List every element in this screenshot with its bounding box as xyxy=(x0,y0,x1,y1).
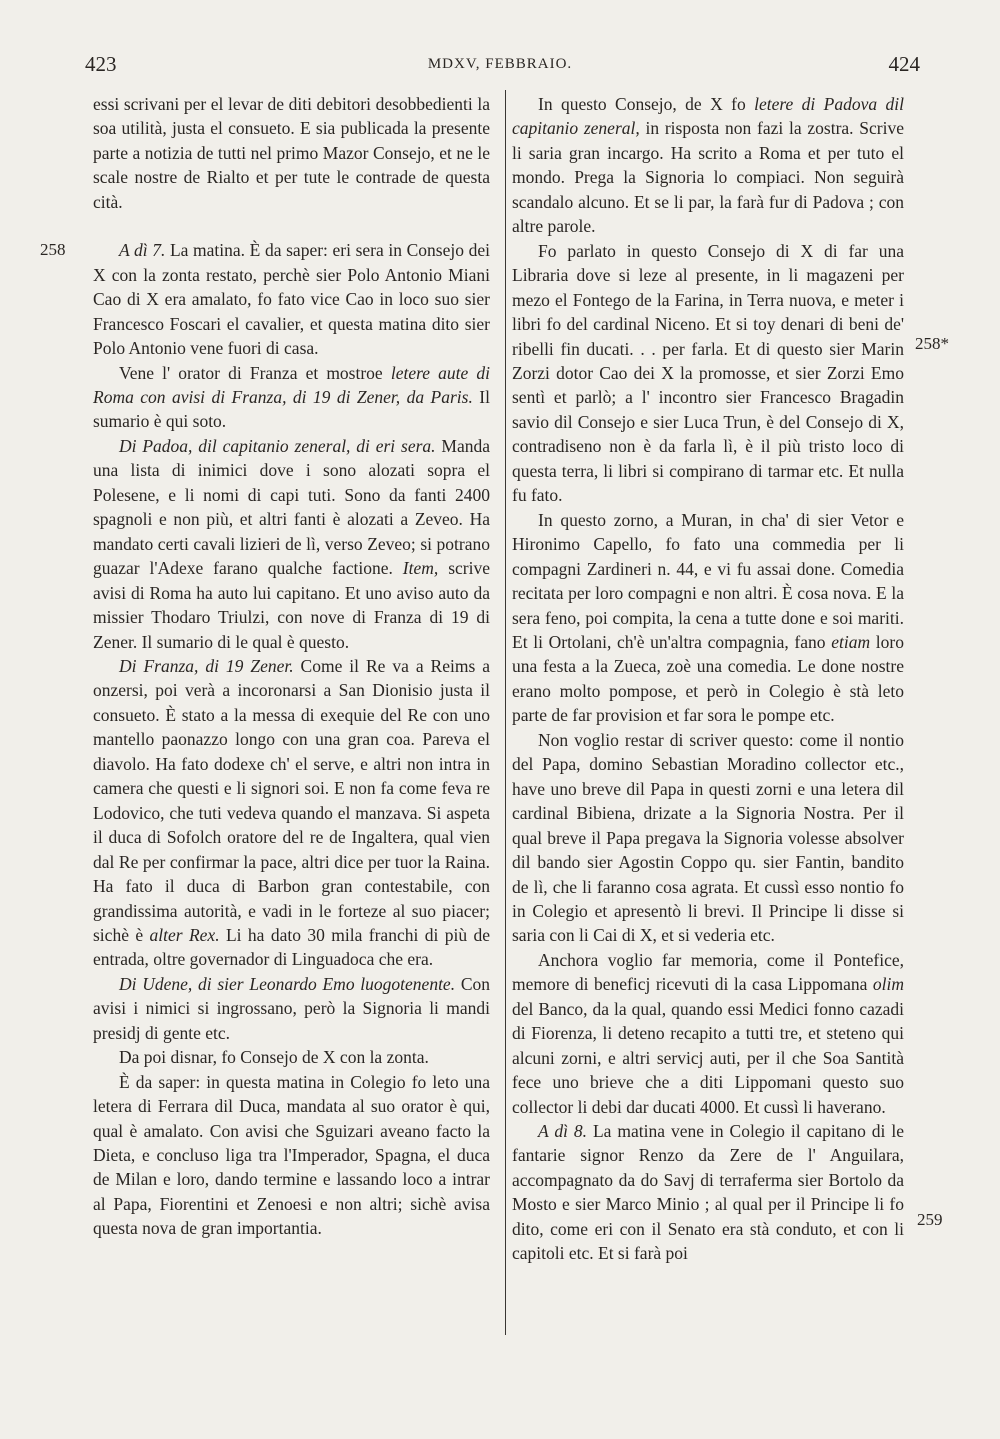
paragraph xyxy=(512,1119,904,1266)
paragraph-text: in risposta non fazi la zostra. Scrive li saria gran incargo. Ha scrito a Roma et per tuto el mondo. Prega la Signoria lo compiaci. Non seguirà scandalo alcuno. Et se li par, la farà fur di Padova ; con altre parole. xyxy=(512,118,904,237)
paragraph-text: loro una festa a la Zueca, zoè una comedia. Le done nostre erano molto pompose, et però in Colegio è stà leto parte de far provision et far sora le pompe etc. xyxy=(512,631,904,726)
letter-heading: Di Udene, di sier Leonardo Emo luogotenente. xyxy=(119,973,456,994)
paragraph xyxy=(93,1045,490,1069)
paragraph xyxy=(93,92,490,214)
paragraph xyxy=(93,1070,490,1241)
margin-number-left: 258 xyxy=(40,240,66,259)
paragraph xyxy=(93,434,490,654)
paragraph xyxy=(93,654,490,972)
italic-text: letere aute di Roma con avisi di Franza, di 19 di Zener, da Paris. xyxy=(93,362,490,407)
paragraph xyxy=(512,239,904,508)
paragraph xyxy=(93,361,490,434)
paragraph-text: Il sumario è qui soto. xyxy=(93,386,490,432)
paragraph-text: Come il Re va a Reims a onzersi, poi verà a incoronarsi a San Dionisio justa il consueto. È stato a la messa di exequie del Re con uno mantello paonazzo longo con una gran coa. Pareva el diavolo. Ha fato dodexe ch' el serve, e altri non intra in camera che questi e li signori soi. E non fa come feva re Lodovico, che tuti vedeva quando el manzava. Si aspeta il duca di Sofolch oratore del re de Ingaltera, qual vien dal Re per confirmar la pace, altri dice per tuor la Raina. Ha fato il duca di Barbon gran contestabile, con grandissima autorità, e vadi in le forteze al suo piacer; sichè è xyxy=(93,655,490,945)
italic-text: letere di Padova dil capitanio zeneral, xyxy=(512,94,904,139)
date-heading: A dì 7. xyxy=(119,240,166,261)
paragraph-text: Da poi disnar, fo Consejo de X con la zonta. xyxy=(119,1047,429,1068)
paragraph-text: È da saper: in questa matina in Colegio fo leto una letera di Ferrara dil Duca, mandata al suo orator è qui, qual è amalato. Con avisi che Sguizari aveano facto la Dieta, e concluso liga tra l'Imperador, Spagna, el duca de Milan e loro, dando termine e lassando loco a intrar al Papa, Fiorentini et Zenoesi e non altri; sichè avisa questa nova de gran importantia. xyxy=(93,1071,490,1239)
date-heading: A dì 8. xyxy=(538,1121,588,1142)
right-column xyxy=(512,92,904,1266)
paragraph-text: Anchora voglio far memoria, come il Pontefice, memore di beneficj ricevuti di la casa Lippomana xyxy=(512,949,904,995)
left-column xyxy=(93,92,490,1241)
letter-heading: Di Padoa, dil capitanio zeneral, di eri sera. xyxy=(119,435,436,456)
paragraph-text: Manda una lista di inimici dove i sono alozati sopra el Polesene, e li nomi di capi tuti. Sono da fanti 2400 spagnoli e non più, et altri fanti è alozati a Zeveo. Ha mandato certi cavali lizieri de lì, verso Zeveo; si potrano guazar l'Adexe farano qualche factione. xyxy=(93,435,490,579)
paragraph-text: La matina. È da saper: eri sera in Consejo dei X con la zonta restato, perchè sier Polo Antonio Miani Cao di X era amalato, fo fato vice Cao in loco suo sier Francesco Foscari el cavalier, et questa matina dito sier Polo Antonio vene fuori di casa. xyxy=(93,240,490,359)
paragraph xyxy=(93,238,490,360)
page-header xyxy=(0,52,1000,82)
paragraph xyxy=(512,508,904,728)
paragraph-text: essi scrivani per el levar de diti debitori desobbedienti la soa utilità, justa el consueto. E sia publicada la presente parte a notizia de tutti nel primo Mazor Consejo, et ne le scale nostre de Rialto et per tute le contrade de questa cità. xyxy=(93,94,490,212)
paragraph xyxy=(512,92,904,239)
letter-heading: Di Franza, di 19 Zener. xyxy=(119,655,294,676)
paragraph xyxy=(93,972,490,1045)
paragraph-text: La matina vene in Colegio il capitano di le fantarie signor Renzo da Zere de l' Anguilara, accompagnato da do Savj di terraferma sier Bortolo da Mosto e sier Marco Minio ; al qual per il Principe li fo dito, come eri con il Senato era stà conduto, et con li capitoli etc. Et si farà poi xyxy=(512,1121,904,1264)
paragraph-text: scrive avisi di Roma ha auto lui capitano. Et uno aviso auto da missier Thodaro Triulzi, con nove di Franza di 19 di Zener. Il sumario di le qual è questo. xyxy=(93,558,490,652)
paragraph-text: del Banco, da la qual, quando essi Medici fonno cazadi di Fiorenza, li deteno recapito a tutti tre, et steteno qui alcuni zorni, e altri servicj auti, per il che Soa Santità fece uno brieve che a diti Lippomani questo suo collector li debi dar ducati 4000. Et cussì li haverano. xyxy=(512,998,904,1117)
margin-number-right-1: 258* xyxy=(915,334,949,353)
italic-text: olim xyxy=(872,974,904,995)
paragraph-text: In questo zorno, a Muran, in cha' di sier Vetor e Hironimo Capello, fo fato una commedia per li compagni Zardineri n. 44, e vi fu assai done. Comedia recitata per loro compagni e non altri. È cosa nova. E la sera feno, poi compita, la cena a tutte done e soi mariti. Et li Ortolani, ch'è un'altra compagnia, fano xyxy=(512,509,904,652)
paragraph-text: Fo parlato in questo Consejo di X di far una Libraria dove si leze al presente, in li magazeni per mezo el Fontego de la Farina, in Terra nuova, e meter i libri fo del cardinal Niceno. Et si toy denari di beni de' ribelli fin ducati. . . per farla. Et di questo sier Marin Zorzi dotor Cao dei X la promosse, et sier Zorzi Emo sentì et parlò; a l' incontro sier Francesco Bragadin savio dil Consejo e sier Luca Trun, è del Consejo di X, contradiseno non è da farla lì, è il più tristo loco di questa terra, li libri si compirano di tarmar etc. Et nulla fu fato. xyxy=(512,240,904,506)
paragraph xyxy=(512,728,904,948)
paragraph-text: In questo Consejo, de X fo xyxy=(538,94,755,114)
running-title: MDXV, FEBBRAIO. xyxy=(427,56,573,72)
paragraph-text: Li ha dato 30 mila franchi di più de entrada, oltre governador di Linguadoca che era. xyxy=(93,924,491,970)
paragraph-text: Non voglio restar di scriver questo: come il nontio del Papa, domino Sebastian Moradino collector etc., have uno breve dil Papa in questi zorni e una letera dil cardinal Bibiena, drizate a la Signoria Nostra. Per il qual breve il Papa pregava la Signoria volesse absolver dil bando sier Agostin Coppo qu. sier Fantin, bandito de lì, che li faranno cosa agrata. Et cussì esso nontio fo in Colegio et apresentò li brevi. Il Principe li disse si saria con li Cai di X, et si vederia etc. xyxy=(512,729,904,946)
column-divider xyxy=(505,90,506,1335)
margin-number-right-2: 259 xyxy=(917,1210,943,1229)
italic-text: Item, xyxy=(402,558,439,579)
italic-text: alter Rex. xyxy=(149,924,220,945)
page-number-left: 423 xyxy=(85,52,117,76)
paragraph-text: Vene l' orator di Franza et mostroe xyxy=(119,362,391,383)
italic-text: etiam xyxy=(831,631,871,652)
page-number-right: 424 xyxy=(888,52,920,76)
paragraph-text: Con avisi i nimici si ingrossano, però la Signoria li mandi presidj di gente etc. xyxy=(93,973,490,1043)
paragraph xyxy=(512,948,904,1119)
